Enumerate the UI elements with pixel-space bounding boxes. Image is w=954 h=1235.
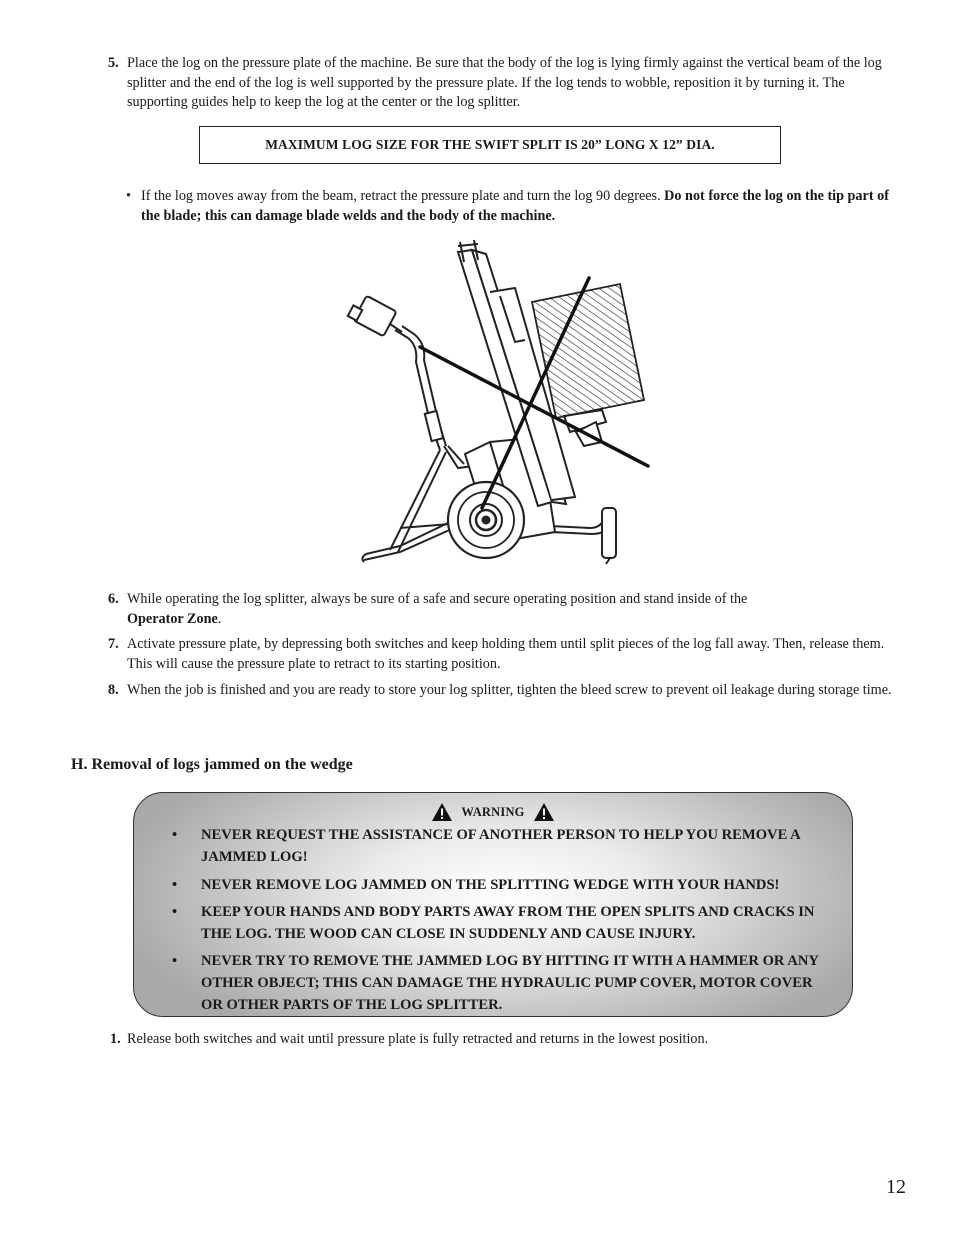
- warning-title: [134, 802, 852, 822]
- step-text-body: While operating the log splitter, always be sure of a safe and secure operating position and stand inside of the: [127, 591, 748, 607]
- warning-triangle-icon: [533, 802, 555, 822]
- step-text: Activate pressure plate, by depressing both switches and keep holding them until split pieces of the log fall away. Then, release them. This will cause the pressure plate to retract to its starting position.: [127, 636, 885, 672]
- operator-zone-term: Operator Zone: [127, 610, 218, 627]
- bullet-text: [126, 187, 906, 226]
- warning-item: [172, 950, 832, 1016]
- warning-item-text: KEEP YOUR HANDS AND BODY PARTS AWAY FROM THE OPEN SPLITS AND CRACKS IN THE LOG. THE WOOD CAN CLOSE IN SUDDENLY AND CAUSE INJURY.: [201, 904, 815, 942]
- handle: [348, 296, 446, 450]
- step-text: Release both switches and wait until pressure plate is fully retracted and returns in the lowest position.: [127, 1031, 709, 1047]
- wheel: [448, 482, 524, 558]
- step-5: [108, 54, 908, 113]
- step-number: 6.: [108, 591, 119, 607]
- warning-box: [133, 792, 853, 1017]
- step-text-tail: .: [217, 610, 222, 627]
- step-text: When the job is finished and you are ready to store your log splitter, tighten the bleed screw to prevent oil leakage during storage time.: [127, 682, 892, 698]
- warning-item-text: NEVER REMOVE LOG JAMMED ON THE SPLITTING WEDGE WITH YOUR HANDS!: [201, 877, 780, 893]
- bullet-dot: •: [172, 827, 178, 843]
- warning-item: [172, 874, 832, 896]
- step-text: Place the log on the pressure plate of the machine. Be sure that the body of the log is lying firmly against the vertical beam of the log splitter and the end of the log is well supported by the pressure plate. If the log tends to wobble, reposition it by turning it. The supporting guides help to keep the log at the center or the log splitter.: [127, 55, 882, 110]
- bullet-dot: •: [126, 188, 131, 204]
- warning-item-text: NEVER TRY TO REMOVE THE JAMMED LOG BY HITTING IT WITH A HAMMER OR ANY OTHER OBJECT; THIS CAN DAMAGE THE HYDRAULIC PUMP COVER, MOTOR COVER OR OTHER PARTS OF THE LOG SPLITTER.: [201, 953, 819, 1013]
- warning-triangle-icon: [431, 802, 453, 822]
- warning-item-text: NEVER REQUEST THE ASSISTANCE OF ANOTHER PERSON TO HELP YOU REMOVE A JAMMED LOG!: [201, 827, 800, 865]
- log-splitter-illustration: [340, 232, 670, 567]
- step-7: [108, 635, 908, 674]
- bullet-dot: •: [172, 877, 178, 893]
- section-heading: H. Removal of logs jammed on the wedge: [71, 756, 353, 773]
- warning-item: [172, 824, 832, 868]
- notice-text: MAXIMUM LOG SIZE FOR THE SWIFT SPLIT IS 20” LONG X 12” DIA.: [265, 137, 715, 152]
- step-number: 1.: [110, 1031, 121, 1047]
- removal-step-1: [110, 1030, 910, 1050]
- step-number: 7.: [108, 636, 119, 652]
- page-number: 12: [886, 1176, 906, 1198]
- warning-label: WARNING: [461, 804, 525, 819]
- step-6: [108, 590, 908, 629]
- log-moves-bullet: [126, 187, 906, 226]
- step-8: [108, 681, 908, 701]
- bullet-bold-text: Do not force the log on the tip part of the blade; this can damage blade welds and the body of the machine.: [141, 188, 889, 224]
- bullet-plain-text: If the log moves away from the beam, retract the pressure plate and turn the log 90 degrees.: [141, 188, 665, 204]
- step-number: 5.: [108, 55, 119, 71]
- step-number: 8.: [108, 682, 119, 698]
- warning-item: [172, 901, 832, 945]
- bullet-dot: •: [172, 953, 178, 969]
- max-log-size-notice: [199, 126, 781, 164]
- step-text: [108, 590, 908, 629]
- log: [532, 284, 644, 418]
- bullet-dot: •: [172, 904, 178, 920]
